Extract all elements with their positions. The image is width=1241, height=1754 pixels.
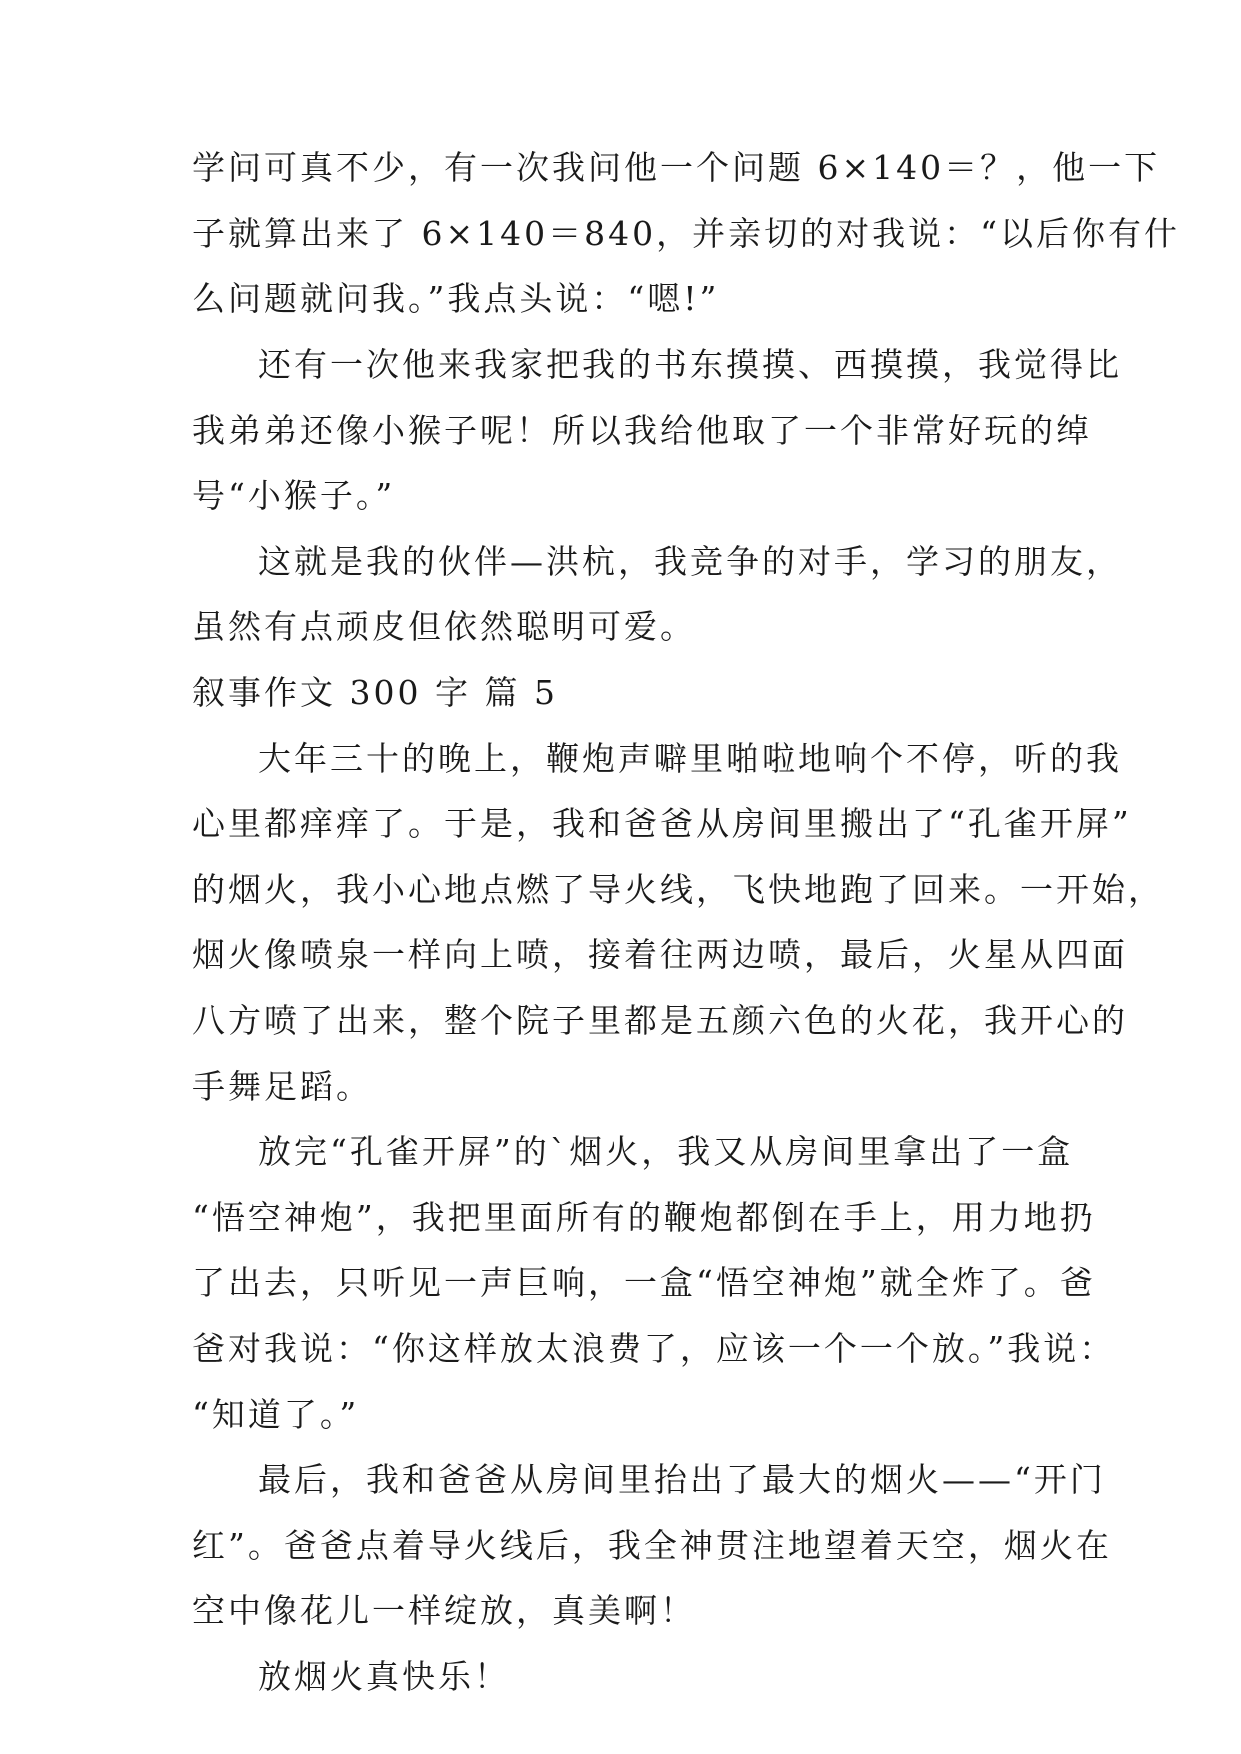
text-line: 烟火像喷泉一样向上喷，接着往两边喷，最后，火星从四面: [192, 935, 1128, 974]
text-line: “知道了。”: [192, 1395, 360, 1434]
text-line: 的烟火，我小心地点燃了导火线，飞快地跑了回来。一开始，: [192, 870, 1164, 909]
text-line: 放完“孔雀开屏”的`烟火，我又从房间里拿出了一盒: [258, 1132, 1074, 1171]
text-line: 八方喷了出来，整个院子里都是五颜六色的火花，我开心的: [192, 1001, 1128, 1040]
text-line: 学问可真不少，有一次我问他一个问题 6×140＝？，他一下: [192, 148, 1161, 187]
section-heading: 叙事作文 300 字 篇 5: [192, 673, 558, 712]
text-line: 还有一次他来我家把我的书东摸摸、西摸摸，我觉得比: [258, 345, 1122, 384]
text-line: 最后，我和爸爸从房间里抬出了最大的烟火——“开门: [258, 1460, 1106, 1499]
text-line: 虽然有点顽皮但依然聪明可爱。: [192, 607, 696, 646]
text-line: 么问题就问我。”我点头说：“嗯!”: [192, 279, 720, 318]
text-line: “悟空神炮”，我把里面所有的鞭炮都倒在手上，用力地扔: [192, 1198, 1096, 1237]
text-line: 大年三十的晚上，鞭炮声噼里啪啦地响个不停，听的我: [258, 739, 1122, 778]
text-line: 红”。爸爸点着导火线后，我全神贯注地望着天空，烟火在: [192, 1526, 1112, 1565]
text-line: 我弟弟还像小猴子呢！所以我给他取了一个非常好玩的绰: [192, 411, 1092, 450]
text-line: 这就是我的伙伴—洪杭，我竞争的对手，学习的朋友，: [258, 542, 1122, 581]
text-line: 空中像花儿一样绽放，真美啊！: [192, 1591, 696, 1630]
text-line: 爸对我说：“你这样放太浪费了，应该一个一个放。”我说：: [192, 1329, 1116, 1368]
text-line: 放烟火真快乐！: [258, 1657, 510, 1696]
text-line: 号“小猴子。”: [192, 476, 396, 515]
text-line: 了出去，只听见一声巨响，一盒“悟空神炮”就全炸了。爸: [192, 1263, 1096, 1302]
text-line: 手舞足蹈。: [192, 1067, 372, 1106]
text-line: 心里都痒痒了。于是，我和爸爸从房间里搬出了“孔雀开屏”: [192, 804, 1132, 843]
text-line: 子就算出来了 6×140＝840，并亲切的对我说：“以后你有什: [192, 214, 1180, 253]
